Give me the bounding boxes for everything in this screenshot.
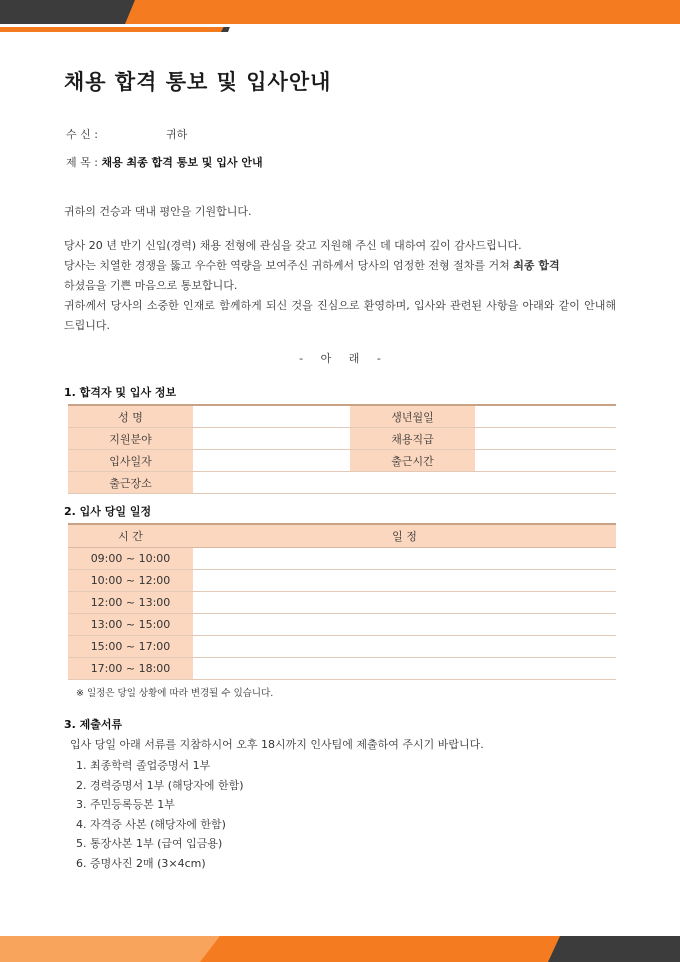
recipient-value: 귀하 [165, 128, 188, 141]
location-label: 출근장소 [68, 472, 193, 494]
list-item: 2. 경력증명서 1부 (해당자에 한함) [76, 778, 244, 792]
field-value[interactable] [193, 428, 350, 450]
event-cell[interactable] [193, 592, 616, 614]
start-date-label: 입사일자 [68, 450, 193, 472]
time-cell: 15:00 ~ 17:00 [68, 636, 193, 658]
body-line-2 [64, 256, 616, 276]
event-header: 일 정 [193, 524, 616, 548]
table-header-row [68, 524, 616, 548]
page-title: 채용 합격 통보 및 입사안내 [64, 70, 332, 94]
table-row [68, 636, 616, 658]
bottom-decor-band [0, 936, 680, 962]
name-label: 성 명 [68, 405, 193, 428]
time-cell: 12:00 ~ 13:00 [68, 592, 193, 614]
event-cell[interactable] [193, 548, 616, 570]
time-header: 시 간 [68, 524, 193, 548]
list-item: 3. 주민등록등본 1부 [76, 798, 175, 811]
documents-list [76, 756, 244, 873]
documents-intro: 입사 당일 아래 서류를 지참하시어 오후 18시까지 인사팀에 제출하여 주시기 바랍니다. [70, 738, 484, 751]
table-row [68, 548, 616, 570]
list-item: 4. 자격증 사본 (해당자에 한함) [76, 817, 226, 831]
top-decor-band [0, 0, 680, 32]
rank-label: 채용직급 [350, 428, 475, 450]
final-pass-emphasis: 최종 합격 [513, 259, 560, 272]
table-row [68, 428, 616, 450]
name-value[interactable] [193, 405, 350, 428]
body-text [64, 236, 616, 336]
list-item: 5. 통장사본 1부 (급여 입금용) [76, 837, 223, 850]
event-cell[interactable] [193, 658, 616, 680]
separator-heading: - 아 래 - [299, 352, 381, 365]
applicant-info-table [68, 404, 616, 494]
birthdate-label: 생년월일 [350, 405, 475, 428]
subject-label: 제 목 : [66, 156, 98, 169]
time-cell: 13:00 ~ 15:00 [68, 614, 193, 636]
work-hours-label: 출근시간 [350, 450, 475, 472]
location-value[interactable] [193, 472, 616, 494]
rank-value[interactable] [475, 428, 616, 450]
table-row [68, 592, 616, 614]
event-cell[interactable] [193, 614, 616, 636]
section2-title: 2. 입사 당일 일정 [64, 505, 152, 518]
start-date-value[interactable] [193, 450, 350, 472]
subject-line [66, 154, 263, 170]
time-cell: 10:00 ~ 12:00 [68, 570, 193, 592]
work-hours-value[interactable] [475, 450, 616, 472]
body-line-3: 하셨음을 기쁜 마음으로 통보합니다. [64, 279, 238, 292]
field-label: 지원분야 [68, 428, 193, 450]
table-row [68, 614, 616, 636]
time-cell: 17:00 ~ 18:00 [68, 658, 193, 680]
body-line-2-text: 당사는 치열한 경쟁을 뚫고 우수한 역량을 보여주신 귀하께서 당사의 엄정한 전형 절차를 거쳐 [64, 259, 514, 272]
greeting: 귀하의 건승과 댁내 평안을 기원합니다. [64, 205, 252, 218]
schedule-note: ※ 일정은 당일 상황에 따라 변경될 수 있습니다. [76, 688, 274, 699]
schedule-table [68, 523, 616, 680]
subject-value: 채용 최종 합격 통보 및 입사 안내 [101, 156, 263, 169]
body-line-1: 당사 20 년 반기 신입(경력) 채용 전형에 관심을 갖고 지원해 주신 데 대하여 깊이 감사드립니다. [64, 239, 522, 252]
table-row [68, 450, 616, 472]
body-line-4: 귀하께서 당사의 소중한 인재로 함께하게 되신 것을 진심으로 환영하며, 입사와 관련된 사항을 아래와 같이 안내해 드립니다. [64, 299, 616, 332]
table-row [68, 570, 616, 592]
recipient-line [66, 126, 187, 142]
section1-title: 1. 합격자 및 입사 정보 [64, 386, 177, 399]
table-row [68, 405, 616, 428]
recipient-label: 수 신 : [66, 128, 98, 141]
birthdate-value[interactable] [475, 405, 616, 428]
section3-title: 3. 제출서류 [64, 718, 123, 731]
list-item: 1. 최종학력 졸업증명서 1부 [76, 759, 211, 772]
list-item: 6. 증명사진 2매 (3×4cm) [76, 856, 206, 870]
time-cell: 09:00 ~ 10:00 [68, 548, 193, 570]
event-cell[interactable] [193, 636, 616, 658]
table-row [68, 658, 616, 680]
event-cell[interactable] [193, 570, 616, 592]
table-row [68, 472, 616, 494]
